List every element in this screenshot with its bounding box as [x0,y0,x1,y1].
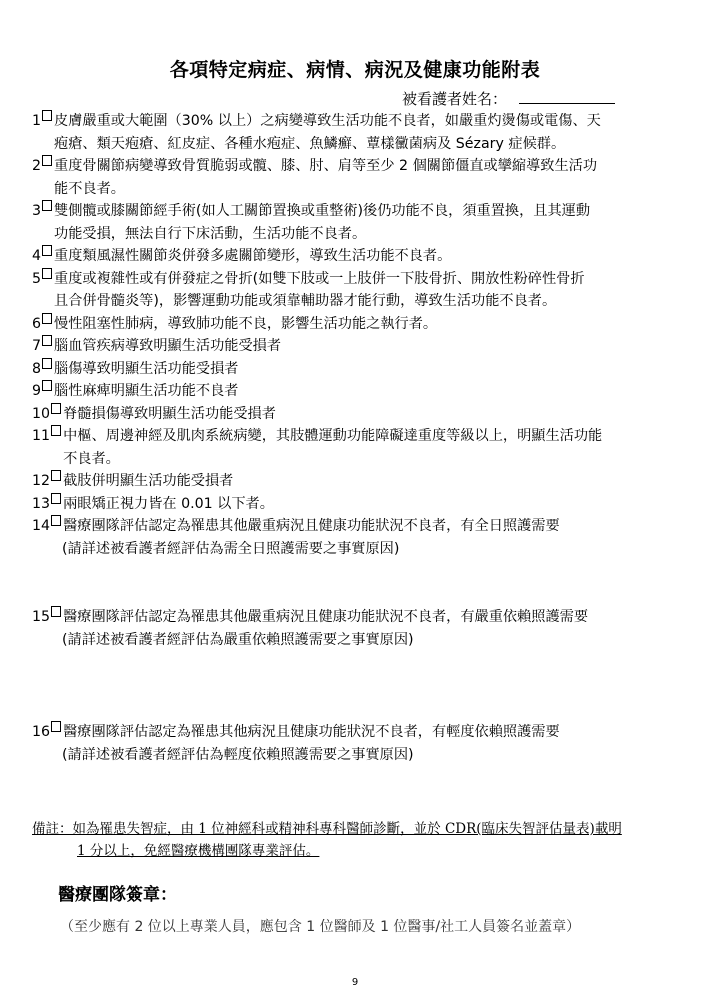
item-number: 1 [32,113,42,129]
condition-item-16 [32,721,682,744]
item-text: 脊髓損傷導致明顯生活功能受損者 [63,405,276,422]
checkbox-1[interactable] [42,110,52,121]
item-number: 16 [32,724,51,740]
checkbox-15[interactable] [51,606,61,617]
item-number: 10 [32,405,51,422]
item-text: 腦傷導致明顯生活功能受損者 [54,360,239,377]
item-14-answer-area[interactable] [32,560,682,606]
checkbox-10[interactable] [51,403,61,414]
item-number: 13 [32,495,51,512]
item-text: 醫療團隊評估認定為罹患其他嚴重病況且健康功能狀況不良者，有全日照護需要 [63,518,560,534]
item-number: 14 [32,518,51,534]
remark-line-2: 1 分以上，免經醫療機構團隊專業評估。 [77,843,320,859]
checkbox-6[interactable] [42,313,52,324]
item-text: 兩眼矯正視力皆在 0.01 以下者。 [63,495,274,512]
condition-item-8 [32,358,682,381]
item-text: 重度骨關節病變導致骨質脆弱或髖、膝、肘、肩等至少 2 個關節僵直或攣縮導致生活功 [54,158,598,174]
item-number: 5 [32,270,42,287]
checkbox-5[interactable] [42,268,52,279]
item-number: 11 [32,428,51,444]
condition-item-3 [32,200,682,245]
page-title: 各項特定病症、病情、病況及健康功能附表 [169,59,541,81]
item-text: 能不良者。 [54,180,125,197]
item-16-instruction: (請詳述被看護者經評估為輕度依賴照護需要之事實原因) [62,746,414,763]
item-text: 重度類風濕性關節炎併發多處關節變形，導致生活功能不良者。 [54,248,452,264]
item-text: 皮膚嚴重或大範圍（30% 以上）之病變導致生活功能不良者，如嚴重灼燙傷或電傷、天 [54,113,601,129]
checkbox-14[interactable] [51,515,61,526]
patient-name-row [402,88,615,109]
condition-item-12 [32,470,682,493]
checkbox-8[interactable] [42,358,52,369]
patient-name-blank[interactable] [519,89,615,104]
item-text: 重度或複雜性或有併發症之骨折(如雙下肢或一上肢併一下肢骨折、開放性粉碎性骨折 [54,270,585,287]
condition-item-13 [32,493,682,516]
condition-item-15 [32,606,682,629]
item-number: 12 [32,473,51,489]
signature-label: 醫療團隊簽章： [58,885,177,905]
item-text: 截肢併明顯生活功能受損者 [63,473,234,489]
item-number: 3 [32,203,42,219]
condition-list [32,110,682,766]
item-text: 雙側髖或膝關節經手術(如人工關節置換或重整術)後仍功能不良，須重置換，且其運動 [54,203,591,219]
item-number: 9 [32,383,42,399]
item-text: 腦血管疾病導致明顯生活功能受損者 [54,338,282,354]
condition-item-7 [32,335,682,358]
item-15-answer-area[interactable] [32,651,682,721]
item-number: 8 [32,360,42,377]
item-text: 慢性阻塞性肺病，導致肺功能不良，影響生活功能之執行者。 [54,315,438,332]
condition-item-9 [32,380,682,403]
checkbox-16[interactable] [51,721,61,732]
checkbox-3[interactable] [42,200,52,211]
patient-name-label: 被看護者姓名： [402,90,508,108]
condition-item-2 [32,155,682,200]
item-number: 15 [32,609,51,625]
item-number: 6 [32,315,42,332]
item-text: 疱瘡、類天疱瘡、紅皮症、各種水疱症、魚鱗癬、蕈樣黴菌病及 Sézary 症候群。 [54,135,566,152]
item-text: 且合併骨髓炎等)，影響運動功能或須靠輔助器才能行動，導致生活功能不良者。 [54,293,557,309]
checkbox-9[interactable] [42,380,52,391]
item-text: 功能受損，無法自行下床活動，生活功能不良者。 [54,225,367,242]
checkbox-13[interactable] [51,493,61,504]
remark-note [32,818,682,862]
item-text: 不良者。 [63,450,120,467]
item-number: 7 [32,338,42,354]
item-14-instruction: (請詳述被看護者經評估為需全日照護需要之事實原因) [62,540,400,557]
condition-item-14 [32,515,682,538]
checkbox-2[interactable] [42,155,52,166]
condition-item-5 [32,268,682,313]
item-text: 醫療團隊評估認定為罹患其他嚴重病況且健康功能狀況不良者，有嚴重依賴照護需要 [63,609,589,625]
page-number: 9 [351,977,359,988]
item-text: 醫療團隊評估認定為罹患其他病況且健康功能狀況不良者，有輕度依賴照護需要 [63,724,560,740]
condition-item-1 [32,110,682,155]
condition-item-6 [32,313,682,336]
item-text: 腦性麻痺明顯生活功能不良者 [54,383,239,399]
checkbox-11[interactable] [51,425,61,436]
signature-requirement-note: （至少應有 2 位以上專業人員，應包含 1 位醫師及 1 位醫事/社工人員簽名並蓋章） [60,919,581,935]
item-number: 4 [32,248,42,264]
condition-item-4 [32,245,682,268]
checkbox-4[interactable] [42,245,52,256]
item-15-instruction: (請詳述被看護者經評估為嚴重依賴照護需要之事實原因) [62,631,414,648]
checkbox-12[interactable] [51,470,61,481]
item-number: 2 [32,158,42,174]
checkbox-7[interactable] [42,335,52,346]
condition-item-10 [32,403,682,426]
item-text: 中樞、周邊神經及肌肉系統病變，其肢體運動功能障礙達重度等級以上，明顯生活功能 [63,428,603,444]
remark-line-1: 備註：如為罹患失智症，由 1 位神經科或精神科專科醫師診斷，並於 CDR(臨床失智評估量表)載明 [32,821,622,837]
condition-item-11 [32,425,682,470]
